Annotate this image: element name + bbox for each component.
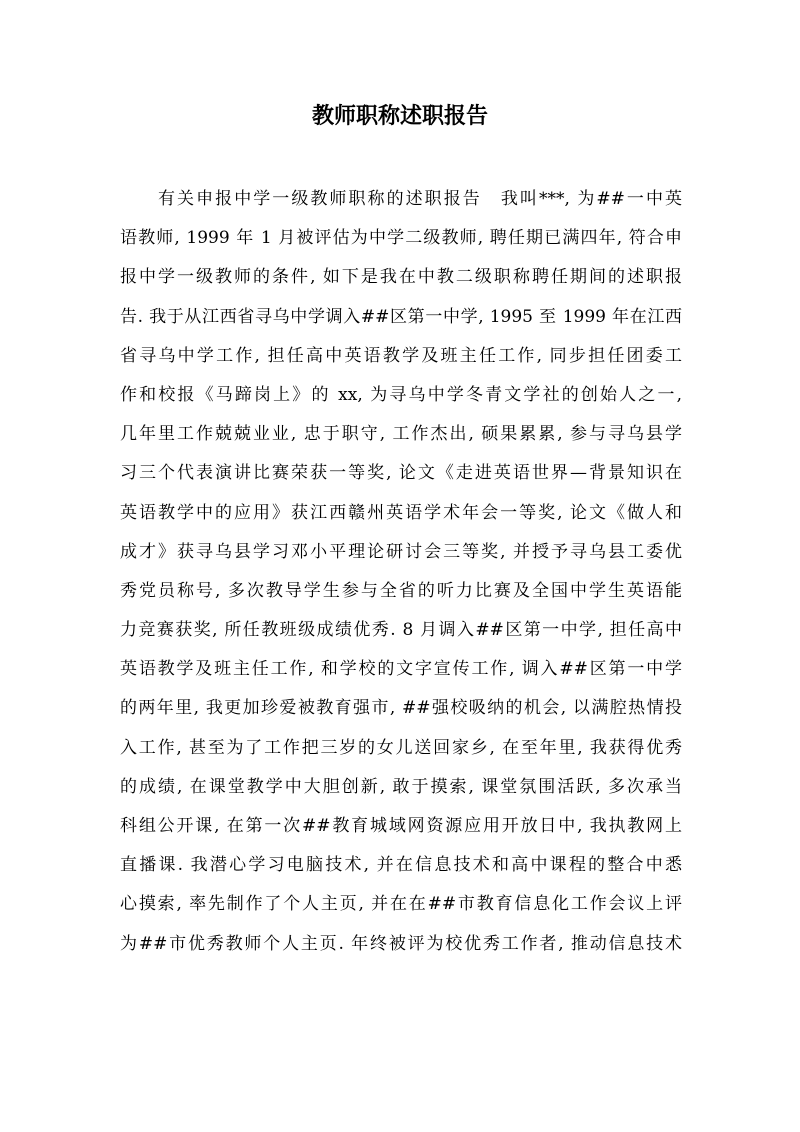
body-line: 英语教学及班主任工作, 和学校的文字宣传工作, 调入##区第一中学 [120,659,682,680]
body-line: 力竞赛获奖, 所任教班级成绩优秀. 8 月调入##区第一中学, 担任高中 [120,620,682,641]
body-line: 秀党员称号, 多次教导学生参与全省的听力比赛及全国中学生英语能 [120,580,682,601]
body-line: 作和校报《马蹄岗上》的 xx, 为寻乌中学冬青文学社的创始人之一, [120,384,682,405]
body-line: 成才》获寻乌县学习邓小平理论研讨会三等奖, 并授予寻乌县工委优 [120,541,682,562]
body-line: 告. 我于从江西省寻乌中学调入##区第一中学, 1995 至 1999 年在江西 [120,306,682,327]
body-line: 语教师, 1999 年 1 月被评估为中学二级教师, 聘任期已满四年, 符合申 [120,228,682,249]
body-line: 省寻乌中学工作, 担任高中英语教学及班主任工作, 同步担任团委工 [120,345,682,366]
body-line: 心摸索, 率先制作了个人主页, 并在在##市教育信息化工作会议上评 [120,894,682,915]
body-line: 科组公开课, 在第一次##教育城域网资源应用开放日中, 我执教网上 [120,816,682,836]
body-line: 为##市优秀教师个人主页. 年终被评为校优秀工作者, 推动信息技术 [120,933,682,954]
body-line: 的两年里, 我更加珍爱被教育强市, ##强校吸纳的机会, 以满腔热情投 [120,698,682,719]
body-line: 报中学一级教师的条件, 如下是我在中教二级职称聘任期间的述职报 [120,267,682,288]
document-title: 教师职称述职报告 [311,103,488,129]
body-line: 有关申报中学一级教师职称的述职报告 我叫***, 为##一中英 [158,189,682,209]
body-line: 习三个代表演讲比赛荣获一等奖, 论文《走进英语世界—背景知识在 [120,463,682,484]
body-line: 英语教学中的应用》获江西赣州英语学术年会一等奖, 论文《做人和 [120,502,682,523]
body-line: 直播课. 我潜心学习电脑技术, 并在信息技术和高中课程的整合中悉 [120,855,682,876]
body-line: 入工作, 甚至为了工作把三岁的女儿送回家乡, 在至年里, 我获得优秀 [120,737,682,758]
body-line: 的成绩, 在课堂教学中大胆创新, 敢于摸索, 课堂氛围活跃, 多次承当 [120,776,682,797]
document-body [120,180,682,964]
body-line: 几年里工作兢兢业业, 忠于职守, 工作杰出, 硕果累累, 参与寻乌县学 [120,424,682,445]
